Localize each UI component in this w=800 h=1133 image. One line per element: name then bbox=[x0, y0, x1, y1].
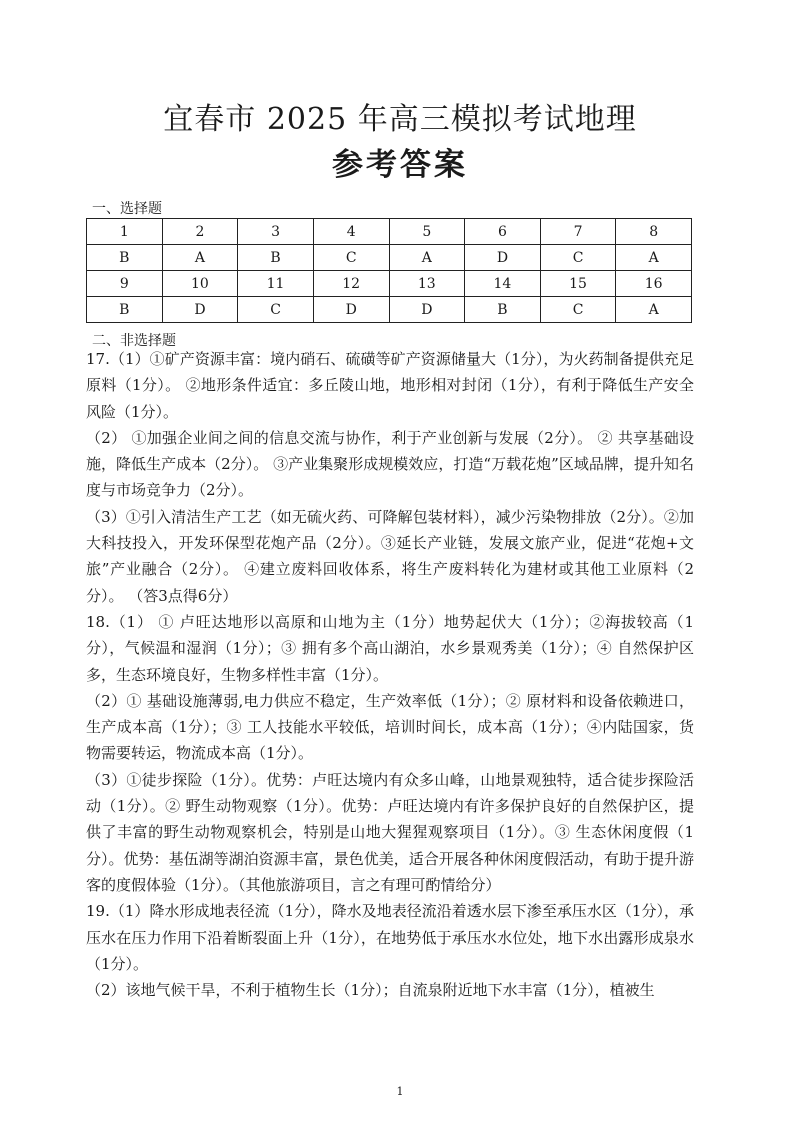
table-cell: A bbox=[162, 245, 238, 271]
table-row bbox=[87, 297, 692, 323]
table-cell: 16 bbox=[616, 271, 692, 297]
table-cell: 2 bbox=[162, 219, 238, 245]
section-one-label: 一、选择题 bbox=[92, 201, 162, 217]
table-cell: B bbox=[238, 245, 314, 271]
table-cell: B bbox=[465, 297, 541, 323]
table-cell: C bbox=[313, 245, 389, 271]
answer-body bbox=[86, 346, 694, 1003]
table-row bbox=[87, 271, 692, 297]
table-row bbox=[87, 219, 692, 245]
table-cell: 9 bbox=[87, 271, 163, 297]
table-cell: B bbox=[87, 297, 163, 323]
table-cell: C bbox=[540, 297, 616, 323]
answer-paragraph: 18.（1） ① 卢旺达地形以高原和山地为主（1分）地势起伏大（1分）；②海拔较高（1分），气候温和湿润（1分）；③ 拥有多个高山湖泊，水乡景观秀美（1分）；④ 自然保护区多，生态环境良好，生物多样性丰富（1分）。 bbox=[86, 612, 694, 684]
page-number: 1 bbox=[396, 1085, 404, 1098]
answer-paragraph: 17.（1）①矿产资源丰富：境内硝石、硫磺等矿产资源储量大（1分），为火药制备提供充足原料（1分）。 ②地形条件适宜：多丘陵山地，地形相对封闭（1分），有利于降低生产安全风险（1分）。 bbox=[86, 350, 694, 421]
table-cell: 12 bbox=[313, 271, 389, 297]
table-cell: D bbox=[389, 297, 465, 323]
section-two-label: 二、非选择题 bbox=[92, 333, 176, 349]
table-cell: 5 bbox=[389, 219, 465, 245]
table-cell: 4 bbox=[313, 219, 389, 245]
table-cell: A bbox=[616, 297, 692, 323]
table-row bbox=[87, 245, 692, 271]
table-cell: 8 bbox=[616, 219, 692, 245]
answer-paragraph: （2）① 基础设施薄弱,电力供应不稳定，生产效率低（1分）；② 原材料和设备依赖进口，生产成本高（1分）；③ 工人技能水平较低，培训时间长，成本高（1分）；④内陆国家，货物需要转运，物流成本高（1分）。 bbox=[86, 691, 694, 763]
table-cell: 7 bbox=[540, 219, 616, 245]
table-cell: C bbox=[238, 297, 314, 323]
answer-paragraph: （2）该地气候干旱，不利于植物生长（1分）；自流泉附近地下水丰富（1分），植被生 bbox=[86, 981, 655, 1000]
table-cell: A bbox=[389, 245, 465, 271]
page-subtitle: 参考答案 bbox=[332, 147, 468, 183]
table-cell: A bbox=[616, 245, 692, 271]
page-title: 宜春市 2025 年高三模拟考试地理 bbox=[163, 102, 637, 137]
table-cell: 13 bbox=[389, 271, 465, 297]
table-cell: 11 bbox=[238, 271, 314, 297]
answer-table bbox=[86, 218, 692, 323]
table-cell: 1 bbox=[87, 219, 163, 245]
answer-paragraph: （3）①徒步探险（1分）。优势：卢旺达境内有众多山峰，山地景观独特，适合徒步探险活动（1分）。② 野生动物观察（1分）。优势：卢旺达境内有许多保护良好的自然保护区，提供了丰富的野生动物观察机会，特别是山地大猩猩观察项目（1分）。③ 生态休闲度假（1分）。优势：基伍湖等湖泊资源丰富，景色优美，适合开展各种休闲度假活动，有助于提升游客的度假体验（1分）。（其他旅游项目，言之有理可酌情给分） bbox=[86, 770, 694, 894]
table-cell: D bbox=[162, 297, 238, 323]
table-cell: 15 bbox=[540, 271, 616, 297]
answer-paragraph: （3）①引入清洁生产工艺（如无硫火药、可降解包装材料），减少污染物排放（2分）。②加大科技投入，开发环保型花炮产品（2分）。③延长产业链，发展文旅产业，促进“花炮+文旅”产业融合（2分）。 ④建立废料回收体系，将生产废料转化为建材或其他工业原料（2分）。 （答3点得6分） bbox=[86, 507, 694, 605]
table-cell: D bbox=[465, 245, 541, 271]
answer-paragraph: 19.（1）降水形成地表径流（1分），降水及地表径流沿着透水层下渗至承压水区（1分），承压水在压力作用下沿着断裂面上升（1分），在地势低于承压水水位处，地下水出露形成泉水（1分）。 bbox=[86, 902, 694, 973]
table-cell: B bbox=[87, 245, 163, 271]
table-cell: 14 bbox=[465, 271, 541, 297]
table-cell: 6 bbox=[465, 219, 541, 245]
table-cell: 3 bbox=[238, 219, 314, 245]
table-cell: 10 bbox=[162, 271, 238, 297]
table-cell: D bbox=[313, 297, 389, 323]
answer-paragraph: （2） ①加强企业间之间的信息交流与协作，利于产业创新与发展（2分）。 ② 共享基础设施，降低生产成本（2分）。 ③产业集聚形成规模效应，打造“万载花炮”区域品牌，提升知名度与市场竞争力（2分）。 bbox=[86, 428, 694, 500]
table-cell: C bbox=[540, 245, 616, 271]
